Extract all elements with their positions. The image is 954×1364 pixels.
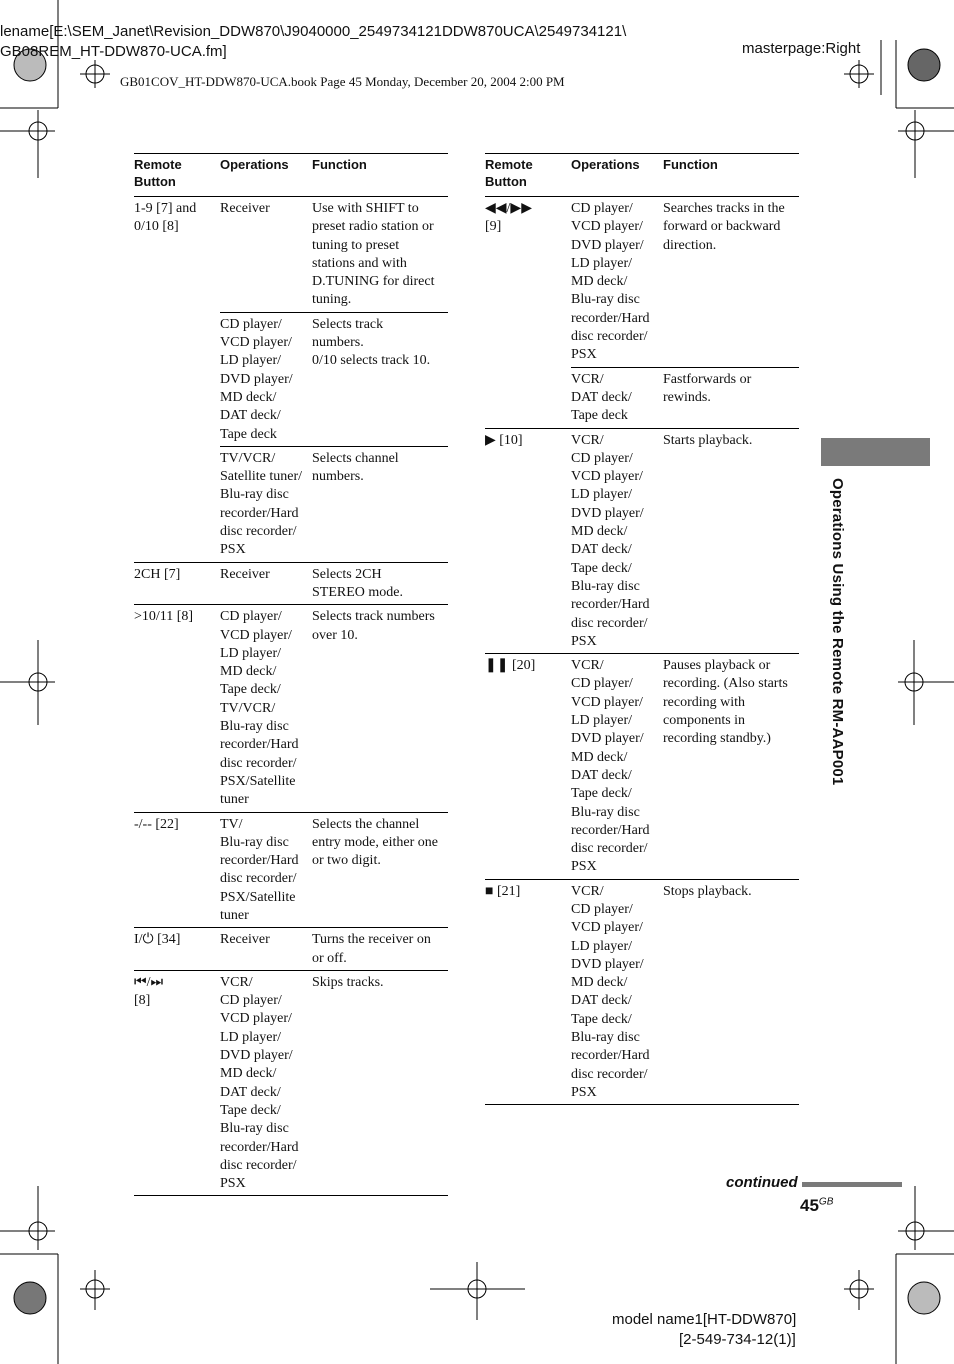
function-cell: Searches tracks in the forward or backward direction. xyxy=(663,201,785,253)
continued-label: continued xyxy=(726,1174,798,1191)
operations-cell: TV/ Blu-ray disc recorder/Hard disc recorder/ PSX/Satellite tuner xyxy=(220,812,312,928)
remote-button-cell: -/-- [22] xyxy=(134,812,220,928)
page-number-suffix: GB xyxy=(818,1196,834,1208)
table-row xyxy=(134,928,448,971)
operations-cell: CD player/ VCD player/ LD player/ MD deck/ Tape deck/ TV/VCR/ Blu-ray disc recorder/Hard disc recorder/ PSX/Satellite tuner xyxy=(220,605,312,812)
function-cell: Selects channel numbers. xyxy=(312,446,448,562)
function-cell: Pauses playback or recording. (Also starts recording with components in recording standby.) xyxy=(663,654,799,880)
table-row xyxy=(485,879,799,1105)
masterpage-label: masterpage:Right xyxy=(742,40,861,57)
page-number-value: 45 xyxy=(800,1196,819,1215)
table-row xyxy=(134,562,448,605)
header-remote-button: Remote Button xyxy=(485,154,571,197)
function-cell: Turns the receiver on or off. xyxy=(312,928,448,971)
table-row xyxy=(485,367,799,428)
page-number xyxy=(800,1196,833,1216)
remote-button-cell: 1-9 [7] and 0/10 [8] xyxy=(134,201,197,235)
remote-button-cell: 2CH [7] xyxy=(134,562,220,605)
operations-cell: VCR/ CD player/ VCD player/ LD player/ DVD player/ MD deck/ DAT deck/ Tape deck/ Blu-ray disc recorder/Hard disc recorder/ PSX xyxy=(220,970,312,1196)
section-side-tab xyxy=(821,438,930,466)
table-row xyxy=(134,312,448,446)
operations-cell: CD player/ VCD player/ LD player/ DVD player/ MD deck/ DAT deck/ Tape deck xyxy=(220,312,312,446)
header-function: Function xyxy=(312,154,448,197)
section-side-title: Operations Using the Remote RM-AAP001 xyxy=(829,478,846,786)
remote-button-cell: >10/11 [8] xyxy=(134,605,220,812)
operations-cell: Receiver xyxy=(220,562,312,605)
remote-button-cell xyxy=(134,312,220,446)
operations-cell: VCR/ CD player/ VCD player/ LD player/ DVD player/ MD deck/ DAT deck/ Tape deck/ Blu-ray disc recorder/Hard disc recorder/ PSX xyxy=(571,428,663,654)
remote-button-cell: I/⏻ [34] xyxy=(134,928,220,971)
operations-cell: VCR/ CD player/ VCD player/ LD player/ DVD player/ MD deck/ DAT deck/ Tape deck/ Blu-ray disc recorder/Hard disc recorder/ PSX xyxy=(571,654,663,880)
table-row xyxy=(485,654,799,880)
right-operations-table xyxy=(485,153,799,1105)
file-path-header: lename[E:\SEM_Janet\Revision_DDW870\J9040000_2549734121DDW870UCA\2549734121\ GB08REM_HT-DDW870-UCA.fm] xyxy=(0,23,627,60)
function-cell: Selects track numbers over 10. xyxy=(312,605,448,812)
operations-cell: VCR/ DAT deck/ Tape deck xyxy=(571,367,663,428)
model-name-line: model name1[HT-DDW870] xyxy=(612,1311,797,1328)
operations-cell: VCR/ CD player/ VCD player/ LD player/ DVD player/ MD deck/ DAT deck/ Tape deck/ Blu-ray disc recorder/Hard disc recorder/ PSX xyxy=(571,879,663,1105)
header-operations: Operations xyxy=(220,154,312,197)
remote-button-cell: ◀◀/▶▶ [9] xyxy=(485,201,532,235)
function-cell: Use with SHIFT to preset radio station or tuning to preset stations and with D.TUNING for direct tuning. xyxy=(312,201,435,308)
table-row xyxy=(134,970,448,1196)
operations-cell: CD player/ VCD player/ DVD player/ LD player/ MD deck/ Blu-ray disc recorder/Hard disc recorder/ PSX xyxy=(571,201,650,363)
function-cell: Stops playback. xyxy=(663,879,799,1105)
remote-button-cell: ❚❚ [20] xyxy=(485,654,571,880)
book-info-line: GB01COV_HT-DDW870-UCA.book Page 45 Monday, December 20, 2004 2:00 PM xyxy=(120,74,565,89)
function-cell: Starts playback. xyxy=(663,428,799,654)
operations-cell: Receiver xyxy=(220,928,312,971)
operations-cell: TV/VCR/ Satellite tuner/ Blu-ray disc recorder/Hard disc recorder/ PSX xyxy=(220,446,312,562)
operations-cell: Receiver xyxy=(220,201,270,216)
remote-button-cell xyxy=(485,367,571,428)
table-row xyxy=(134,446,448,562)
function-cell: Selects the channel entry mode, either one or two digit. xyxy=(312,812,448,928)
remote-button-cell xyxy=(134,446,220,562)
function-cell: Selects track numbers. 0/10 selects track 10. xyxy=(312,312,448,446)
remote-button-cell: ⏮/⏭ [8] xyxy=(134,970,220,1196)
header-function: Function xyxy=(663,154,799,197)
table-row xyxy=(134,197,448,313)
left-operations-table xyxy=(134,153,448,1196)
remote-button-cell: ■ [21] xyxy=(485,879,571,1105)
function-cell: Fastforwards or rewinds. xyxy=(663,367,799,428)
table-row xyxy=(134,605,448,812)
function-cell: Selects 2CH STEREO mode. xyxy=(312,562,448,605)
table-row xyxy=(134,812,448,928)
table-row xyxy=(485,428,799,654)
part-number-line: [2-549-734-12(1)] xyxy=(679,1331,796,1348)
header-operations: Operations xyxy=(571,154,663,197)
remote-button-cell: ▶ [10] xyxy=(485,428,571,654)
table-row xyxy=(485,197,799,368)
header-remote-button: Remote Button xyxy=(134,154,220,197)
continued-bar xyxy=(802,1182,902,1187)
function-cell: Skips tracks. xyxy=(312,970,448,1196)
